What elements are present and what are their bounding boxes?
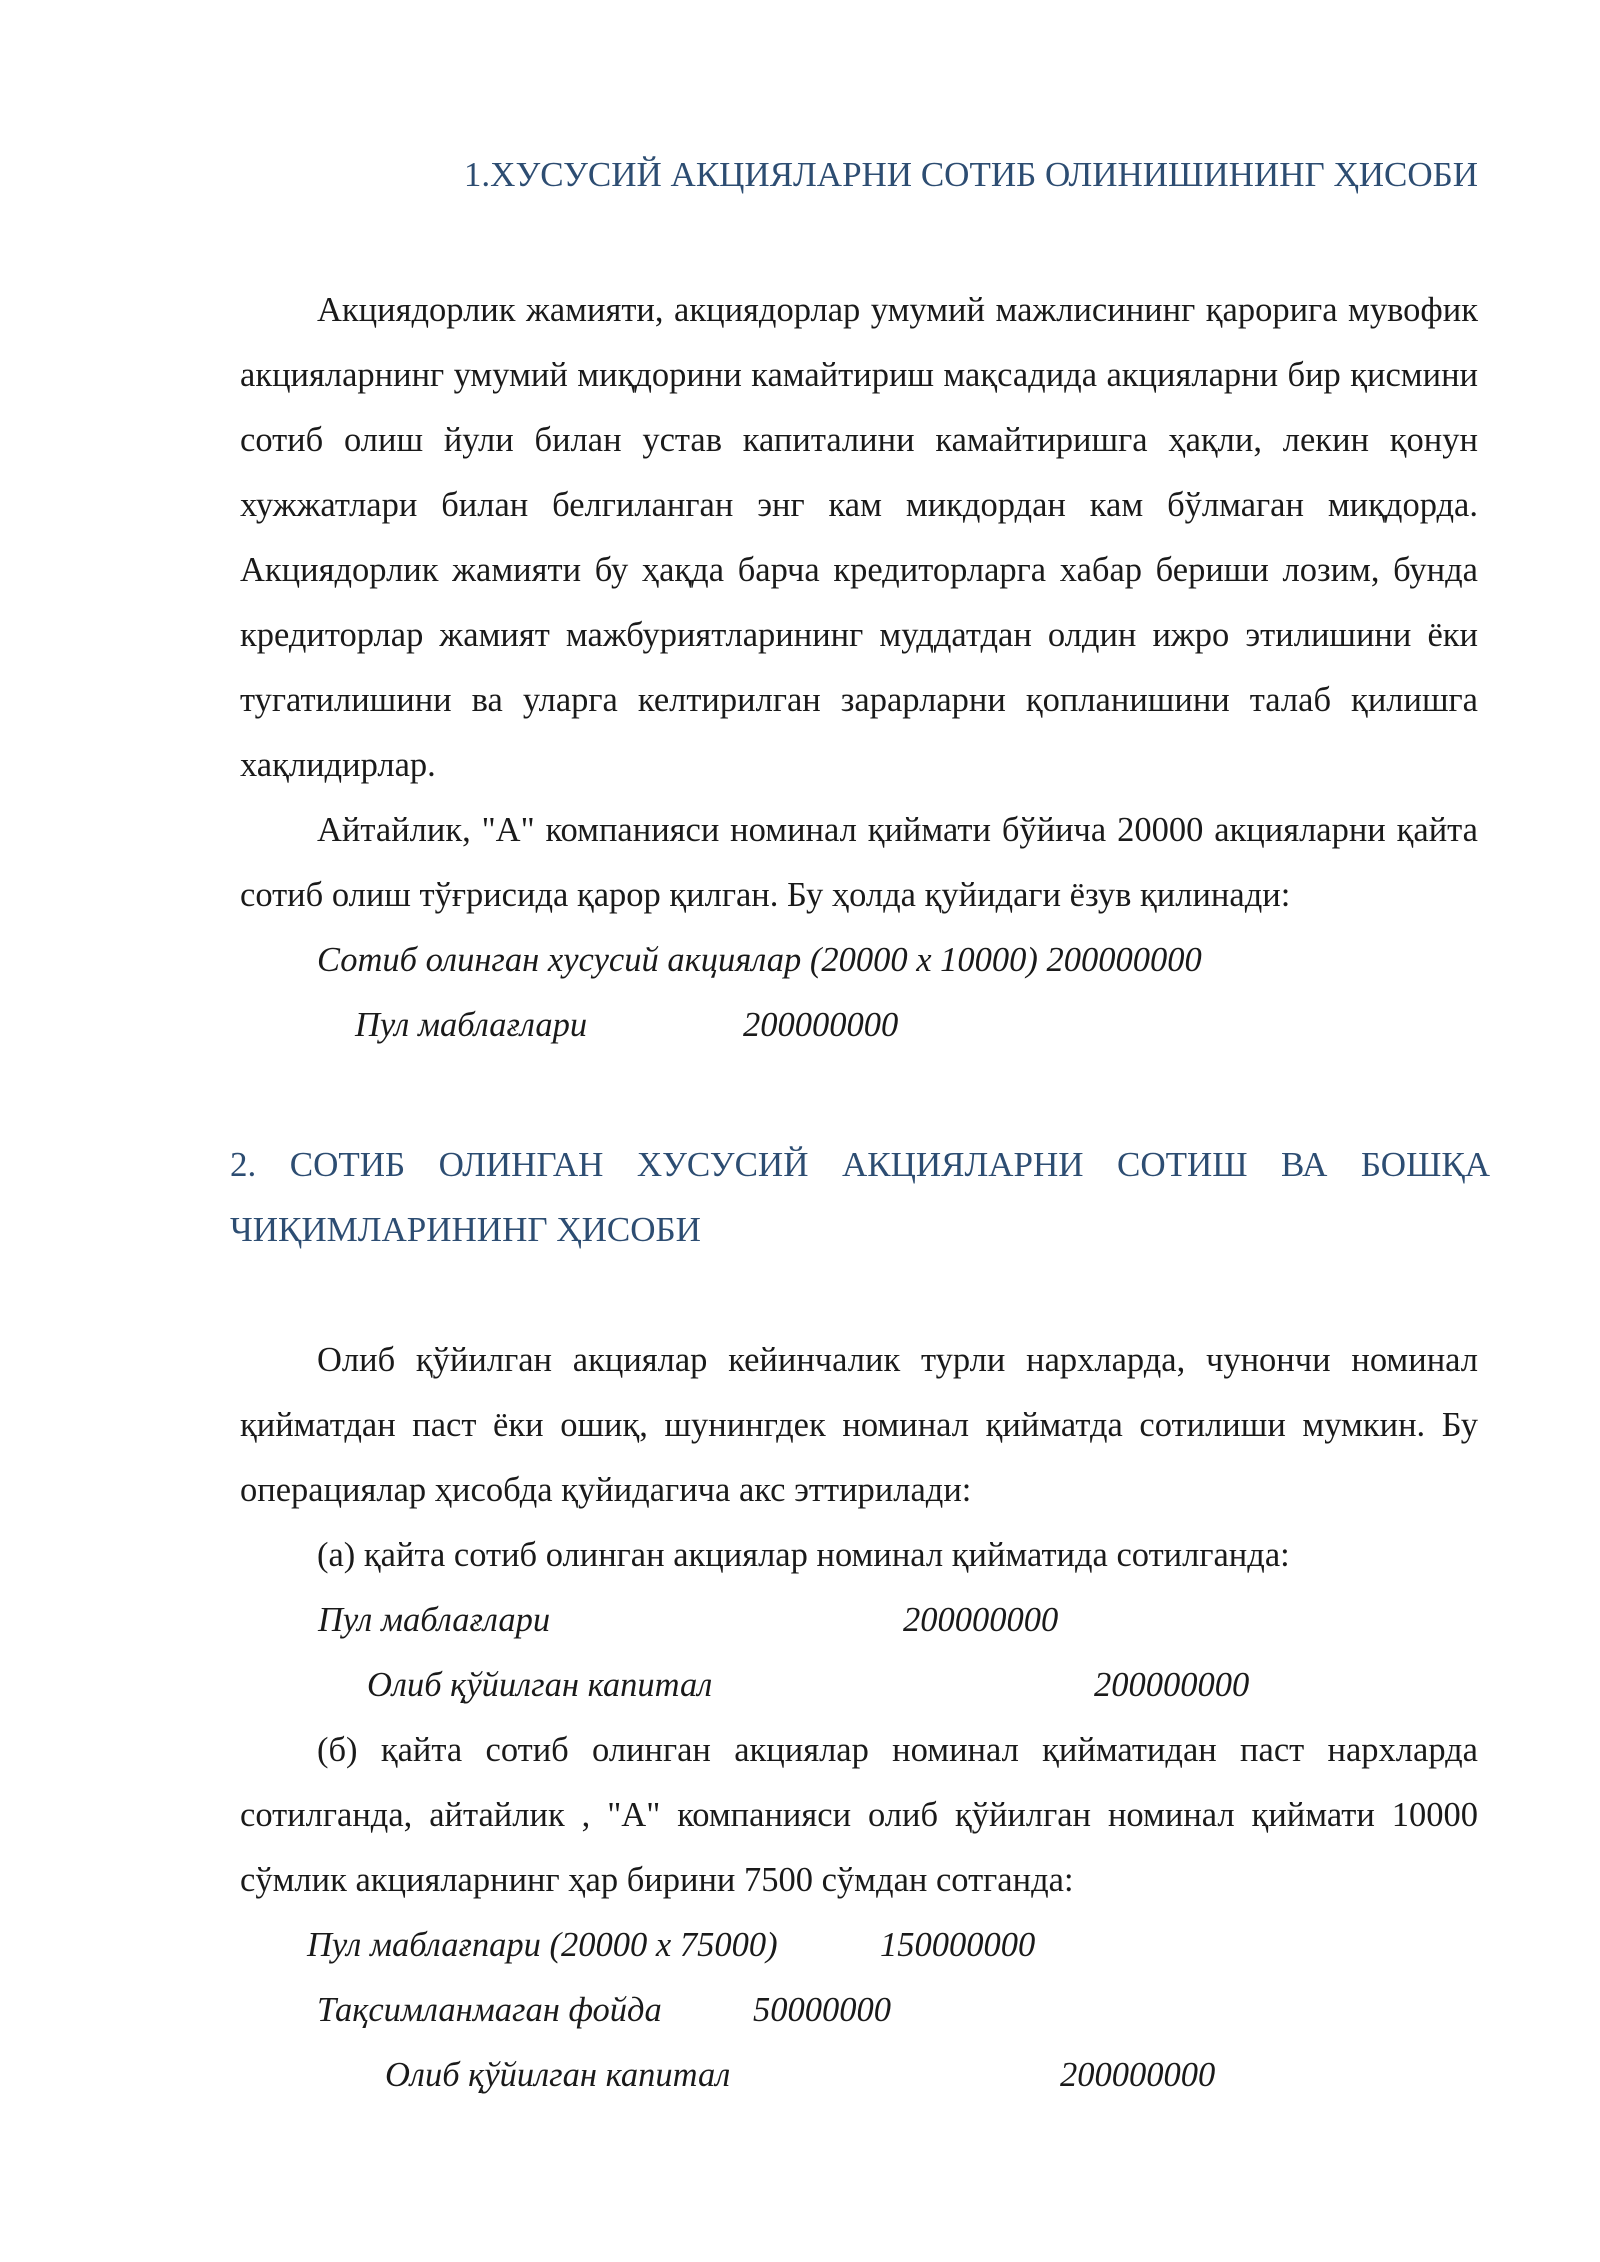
- entry-label: Олиб қўйилган капитал: [385, 2056, 731, 2094]
- entry-amount: 200000000: [1094, 1666, 1250, 1704]
- entry-label: Пул маблағлари: [318, 1601, 551, 1639]
- section-1-paragraph-2: Айтайлик, "А" компанияси номинал қиймати бўйича 20000 акцияларни қайта сотиб олиш тўғрисида қарор қилган. Бу ҳолда қуйидаги ёзув қилинади:: [240, 811, 1478, 914]
- entry-label: Олиб қўйилган капитал: [367, 1666, 713, 1704]
- case-a-description: (а) қайта сотиб олинган акциялар номинал қийматида сотилганда:: [317, 1536, 1290, 1574]
- entry-label: Пул маблағлари: [355, 1006, 588, 1044]
- entry-amount: 150000000: [880, 1926, 1036, 1964]
- section-2-title: 2. СОТИБ ОЛИНГАН ХУСУСИЙ АКЦИЯЛАРНИ СОТИШ ВА БОШҚА ЧИҚИМЛАРИНИНГ ҲИСОБИ: [230, 1145, 1490, 1249]
- entry-amount: 200000000: [903, 1601, 1059, 1639]
- case-b-entry-debit: [307, 1913, 1107, 1978]
- case-b-entry-credit: [385, 2043, 1285, 2108]
- entry-amount: 200000000: [743, 1006, 899, 1044]
- section-1-paragraph-1: Акциядорлик жамияти, акциядорлар умумий мажлисининг қарорига мувофик акцияларнинг умумий миқдорини камайтириш мақсадида акцияларни бир қисмини сотиб олиш йули билан устав капиталини камайтиришга ҳақли, лекин қонун хужжатлари билан белгиланган энг кам микдордан кам бўлмаган миқдорда. Акциядорлик жамияти бу ҳақда барча кредиторларга хабар бериши лозим, бунда кредиторлар жамият мажбуриятларининг муддатдан олдин ижро этилишини ёки тугатилишини ва уларга келтирилган зарарларни қопланишини талаб қилишга хақлидирлар.: [240, 291, 1478, 784]
- case-b-entry-debit-2: [317, 1978, 1017, 2043]
- entry-label: Пул маблағпари (20000 х 75000): [307, 1926, 778, 1964]
- case-b-description: (б) қайта сотиб олинган акциялар номинал қийматидан паст нархларда сотилганда, айтайлик , "А" компанияси олиб қўйилган номинал қиймати 10000 сўмлик акцияларнинг ҳар бирини 7500 сўмдан сотганда:: [240, 1731, 1478, 1899]
- case-a-entry-credit: [367, 1653, 1267, 1718]
- section-1-title: 1.ХУСУСИЙ АКЦИЯЛАРНИ СОТИБ ОЛИНИШИНИНГ ҲИСОБИ: [463, 155, 1478, 194]
- section-2-paragraph-1: Олиб қўйилган акциялар кейинчалик турли нархларда, чунончи номинал қийматдан паст ёки ошиқ, шунингдек номинал қийматда сотилиши мумкин. Бу операциялар ҳисобда қуйидагича акс эттирилади:: [240, 1341, 1478, 1509]
- entry-amount: 50000000: [753, 1991, 891, 2029]
- entry-amount: 200000000: [1060, 2056, 1216, 2094]
- entry-label: Тақсимланмаган фойда: [317, 1991, 662, 2029]
- case-a-entry-debit: [318, 1588, 1118, 1653]
- journal-entry-credit: [355, 993, 955, 1058]
- journal-entry-debit: Сотиб олинган хусусий акциялар (20000 х 10000) 200000000: [317, 941, 1202, 979]
